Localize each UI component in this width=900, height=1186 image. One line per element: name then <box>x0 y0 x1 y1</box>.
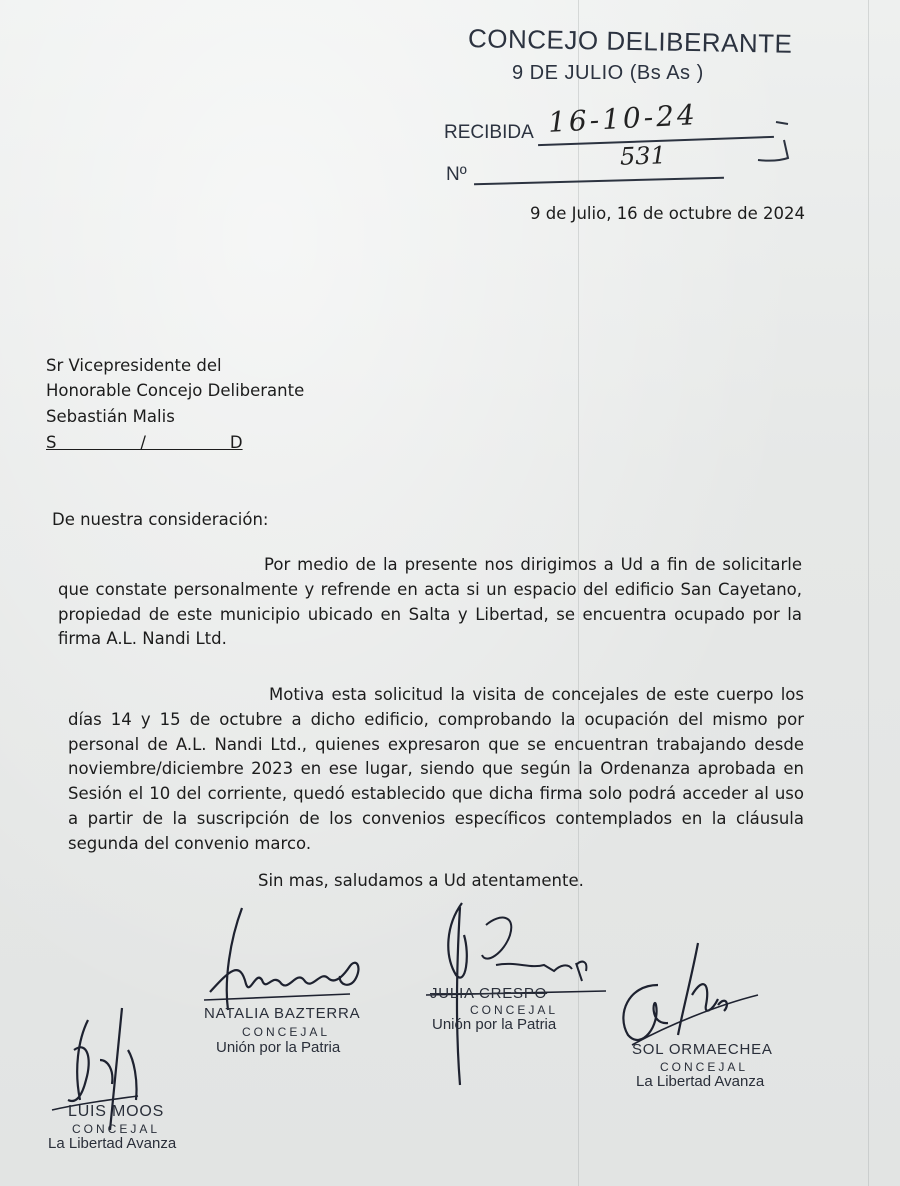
signatory-party: La Libertad Avanza <box>636 1073 765 1090</box>
signatory-name: JULIA CRESPO <box>430 985 548 1002</box>
letter-date: 9 de Julio, 16 de octubre de 2024 <box>530 204 806 223</box>
signatory-role: CONCEJAL <box>72 1122 161 1136</box>
stamp-border-mark <box>736 110 796 170</box>
stamp-received-label: RECIBIDA <box>444 122 534 143</box>
signatory-party: Unión por la Patria <box>216 1039 341 1056</box>
body-paragraph: Por medio de la presente nos dirigimos a Ud a fin de solicitarle que constate personalmente y refrende en acta si un espacio del edificio San Cayetano, propiedad de este municipio ubicado en Salta y Libertad, se encuentra ocupado por la firma A.L. Nandi Ltd. <box>58 555 802 649</box>
paper-fold-line <box>868 0 869 1186</box>
greeting: De nuestra consideración: <box>52 510 269 529</box>
signatory-party: Unión por la Patria <box>432 1016 557 1033</box>
signatory-role: CONCEJAL <box>242 1025 331 1039</box>
signatory-role: CONCEJAL <box>660 1060 749 1074</box>
signatory-party: La Libertad Avanza <box>48 1135 177 1152</box>
signatory-role: CONCEJAL <box>470 1003 559 1017</box>
recipient-line: Sr Vicepresidente del <box>46 356 222 375</box>
recipient-line-sd: S / D <box>46 433 243 452</box>
stamp-title: CONCEJO DELIBERANTE <box>467 23 793 59</box>
stamp-number-label: Nº <box>446 164 467 185</box>
signatory-name: LUIS MOOS <box>68 1103 165 1120</box>
recipient-line: Honorable Concejo Deliberante <box>46 381 305 400</box>
signatory-name: SOL ORMAECHEA <box>632 1041 773 1058</box>
entry-number-handwritten: 531 <box>619 141 667 171</box>
recipient-line: Sebastián Malis <box>46 407 175 426</box>
number-line <box>474 177 724 186</box>
handwritten-signature <box>200 900 370 1020</box>
stamp-subtitle: 9 DE JULIO (Bs As ) <box>512 62 704 84</box>
handwritten-signature <box>608 935 778 1055</box>
signatory-name: NATALIA BAZTERRA <box>204 1005 361 1022</box>
body-paragraph: Motiva esta solicitud la visita de concejales de este cuerpo los días 14 y 15 de octubre a dicho edificio, comprobando la ocupación del mismo por personal de A.L. Nandi Ltd., quienes expresaron que se encuentran trabajando desde noviembre/diciembre 2023 en ese lugar, siendo que según la Ordenanza aprobada en Sesión el 10 del corriente, quedó establecido que dicha firma solo podrá acceder al uso a partir de la suscripción de los convenios específicos contemplados en la cláusula segunda del convenio marco. <box>68 685 804 853</box>
closing: Sin mas, saludamos a Ud atentamente. <box>258 871 584 890</box>
received-date-handwritten: 16-10-24 <box>547 98 699 139</box>
